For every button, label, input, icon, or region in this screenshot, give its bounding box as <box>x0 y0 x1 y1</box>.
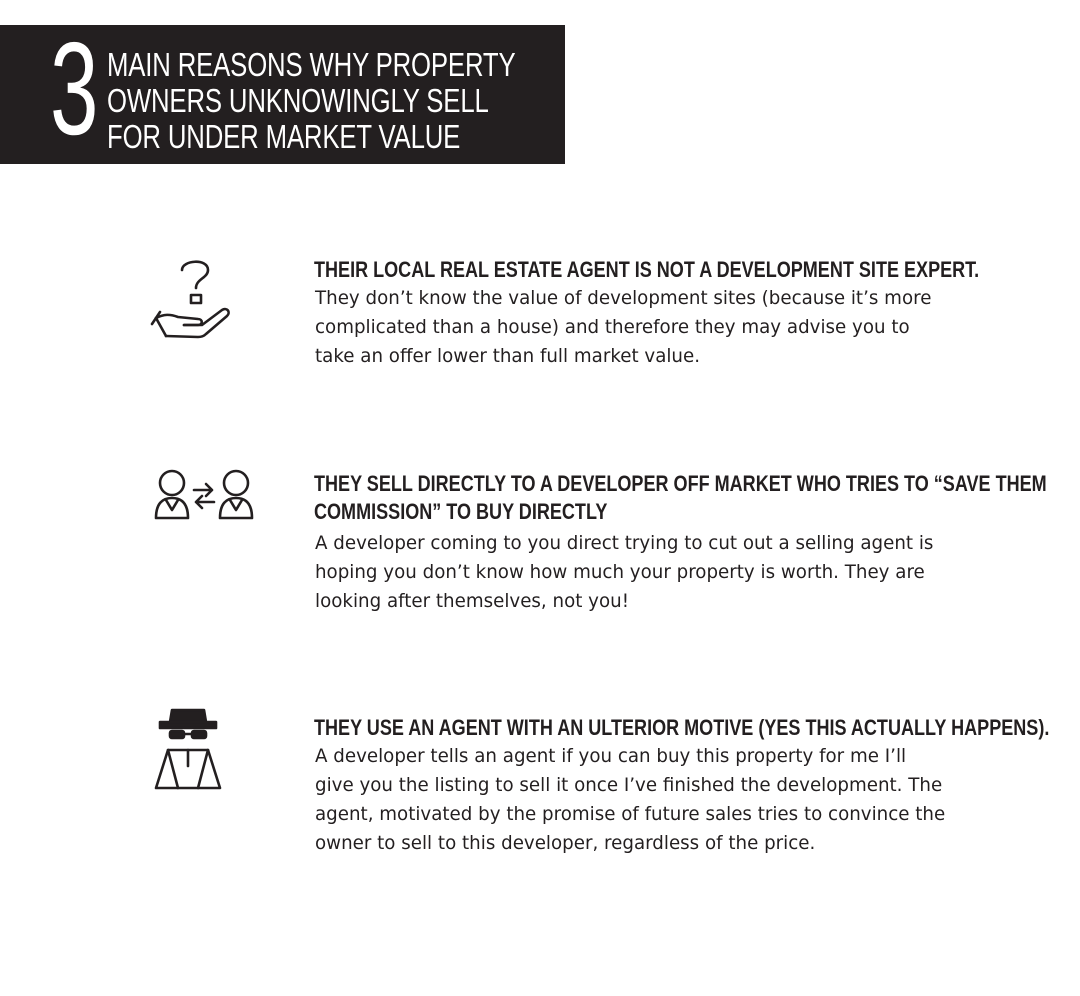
header-number: 3 <box>50 15 99 162</box>
reason-body-line: A developer tells an agent if you can buy this property for me I’ll <box>315 745 907 767</box>
reason-body-line: looking after themselves, not you! <box>315 590 630 612</box>
header-title-line: FOR UNDER MARKET VALUE <box>107 118 461 155</box>
reason-body-line: hoping you don’t know how much your property is worth. They are <box>315 561 925 583</box>
reason-body-line: They don’t know the value of development sites (because it’s more <box>315 287 932 309</box>
reason-body-line: agent, motivated by the promise of future sales tries to convince the <box>315 803 946 825</box>
header-title-line: OWNERS UNKNOWINGLY SELL <box>107 82 489 119</box>
reason-body <box>315 284 1035 371</box>
reason-body <box>315 529 1035 616</box>
header-banner <box>0 15 565 164</box>
reason-body-line: owner to sell to this developer, regardless of the price. <box>315 832 816 854</box>
people-exchange-icon <box>152 468 256 522</box>
reason-body-line: A developer coming to you direct trying to cut out a selling agent is <box>315 532 934 554</box>
reason-heading-line: THEY SELL DIRECTLY TO A DEVELOPER OFF MARKET WHO TRIES TO “SAVE THEM <box>314 471 1047 496</box>
reason-heading-line: THEIR LOCAL REAL ESTATE AGENT IS NOT A DEVELOPMENT SITE EXPERT. <box>314 257 980 282</box>
reason-heading-line: THEY USE AN AGENT WITH AN ULTERIOR MOTIVE (YES THIS ACTUALLY HAPPENS). <box>314 715 1050 740</box>
reason-body <box>315 742 1035 858</box>
reason-heading-line: COMMISSION” TO BUY DIRECTLY <box>314 499 608 524</box>
header-title-line: MAIN REASONS WHY PROPERTY <box>107 46 516 83</box>
reason-body-line: complicated than a house) and therefore they may advise you to <box>315 316 910 338</box>
reason-body-line: give you the listing to sell it once I’ve finished the development. The <box>315 774 943 796</box>
reason-body-line: take an offer lower than full market value. <box>315 345 701 367</box>
reason-heading <box>314 470 1047 526</box>
question-hand-icon <box>148 252 232 340</box>
spy-icon <box>150 706 226 792</box>
reason-heading <box>314 256 1034 284</box>
header-title <box>107 47 527 155</box>
reason-heading <box>314 714 1050 742</box>
